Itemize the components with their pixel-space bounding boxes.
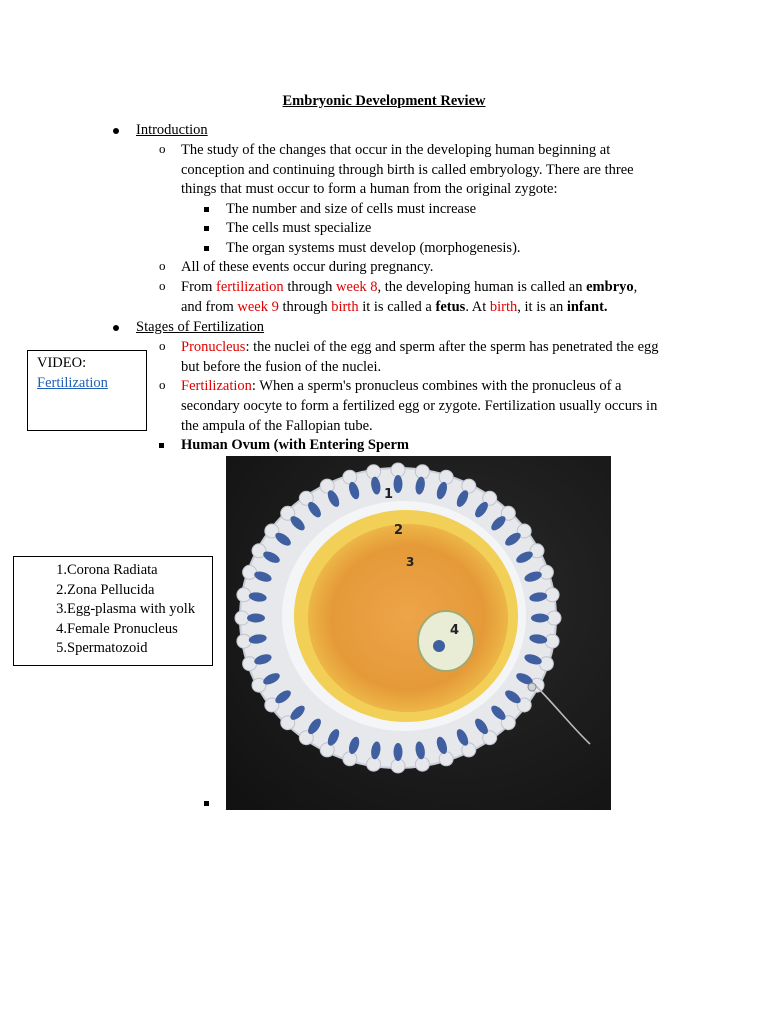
corona-cell-bump (237, 634, 251, 648)
egg-plasma (308, 524, 508, 712)
legend-text: Corona Radiata (67, 562, 158, 578)
bullet-circle: o (159, 377, 166, 392)
intro-para2: All of these events occur during pregnancy. (181, 259, 434, 275)
legend-number: 3. (56, 601, 67, 618)
intro-para1-line2: conception and continuing through birth is called embryology. There are three (181, 162, 634, 178)
spermatozoid-head (528, 683, 536, 691)
fertilization-line3: the ampula of the Fallopian tube. (181, 418, 373, 434)
fertilization-line1: Fertilization: When a sperm's pronucleus combines with the pronucleus of a (181, 378, 622, 394)
corona-cell-bump (367, 465, 381, 479)
corona-cell-bump (415, 465, 429, 479)
video-box (27, 350, 147, 431)
legend-number: 4. (56, 620, 67, 637)
bullet-circle: o (159, 338, 166, 353)
legend-number: 2. (56, 581, 67, 598)
term-birth: birth (331, 299, 359, 315)
female-pronucleus (418, 611, 474, 671)
bullet-circle: o (159, 278, 166, 293)
corona-cell-bump (343, 470, 357, 484)
pronucleus-line1: Pronucleus: the nuclei of the egg and sperm after the sperm has penetrated the egg (181, 339, 659, 355)
list-item: The cells must specialize (226, 220, 372, 236)
corona-cell-bump (439, 470, 453, 484)
term-week9: week 9 (237, 299, 279, 315)
list-item: The number and size of cells must increase (226, 201, 477, 217)
legend-text: Female Pronucleus (67, 620, 178, 637)
ovum-figure (226, 456, 611, 810)
bullet-dot (113, 325, 119, 331)
list-item: The organ systems must develop (morphogenesis). (226, 240, 521, 256)
legend-text: Spermatozoid (67, 640, 148, 657)
video-label: VIDEO: (37, 355, 87, 371)
bullet-square (159, 443, 164, 448)
figure-label-2: 2 (394, 523, 404, 538)
term-birth: birth (489, 299, 518, 315)
legend-text: Zona Pellucida (67, 581, 155, 598)
corona-cell-bump (235, 611, 249, 625)
fertilization-video-link[interactable]: Fertilization (37, 375, 108, 391)
corona-cell-nucleus (247, 614, 265, 623)
corona-cell-bump (545, 588, 559, 602)
intro-para1-line1: The study of the changes that occur in the developing human beginning at (181, 142, 611, 158)
corona-cell-bump (237, 588, 251, 602)
term-fetus: fetus (435, 299, 466, 315)
term-week8: week 8 (336, 279, 378, 295)
corona-cell-bump (243, 657, 257, 671)
bullet-square (204, 207, 209, 212)
corona-cell-bump (343, 752, 357, 766)
legend-number: 1. (56, 562, 67, 578)
corona-cell-nucleus (394, 475, 403, 493)
legend-item (14, 600, 196, 620)
page-title: Embryonic Development Review (282, 93, 486, 109)
figure-label-4: 4 (450, 623, 460, 638)
ovum-heading: Human Ovum (with Entering Sperm (181, 437, 409, 453)
ovum-illustration (226, 456, 611, 810)
intro-heading: Introduction (136, 122, 208, 138)
bullet-square (204, 226, 209, 231)
figure-label-3: 3 (406, 555, 415, 569)
bullet-dot (113, 128, 119, 134)
corona-cell-bump (547, 611, 561, 625)
bullet-circle: o (159, 258, 166, 273)
corona-cell-nucleus (394, 743, 403, 761)
pronucleus-line2: but before the fusion of the nuclei. (181, 359, 382, 375)
bullet-circle: o (159, 141, 166, 156)
legend-item (14, 581, 155, 601)
corona-cell-bump (243, 565, 257, 579)
term-infant: infant. (566, 299, 608, 315)
legend-text: Egg-plasma with yolk (67, 601, 196, 618)
legend-box (13, 556, 213, 666)
term-fertilization: fertilization (216, 279, 284, 295)
term-embryo: embryo (586, 279, 634, 295)
bullet-square (204, 246, 209, 251)
corona-cell-bump (439, 752, 453, 766)
intro-para1-line3: things that must occur to form a human from the original zygote: (181, 181, 558, 197)
corona-cell-nucleus (531, 614, 549, 623)
corona-cell-bump (539, 565, 553, 579)
intro-para3-line1: From fertilization through week 8, the developing human is called an embryo, (181, 279, 638, 295)
stages-heading: Stages of Fertilization (136, 319, 265, 335)
figure-label-1: 1 (384, 487, 394, 502)
legend-item (14, 639, 148, 659)
corona-cell-bump (539, 657, 553, 671)
corona-cell-bump (545, 634, 559, 648)
corona-cell-bump (367, 757, 381, 771)
fertilization-line2: secondary oocyte to form a fertilized egg or zygote. Fertilization usually occurs in (181, 398, 658, 414)
bullet-square (204, 801, 209, 806)
legend-item (14, 620, 178, 640)
term-pronucleus: Pronucleus (181, 339, 246, 355)
term-fertilization: Fertilization (181, 378, 252, 394)
corona-cell-bump (415, 757, 429, 771)
pronucleus-nucleolus (433, 640, 445, 652)
corona-cell-bump (391, 463, 405, 477)
legend-number: 5. (56, 640, 67, 657)
corona-cell-bump (391, 759, 405, 773)
legend-item (14, 561, 158, 581)
intro-para3-line2: and from week 9 through birth it is called a fetus. At birth, it is an infant. (181, 299, 608, 315)
